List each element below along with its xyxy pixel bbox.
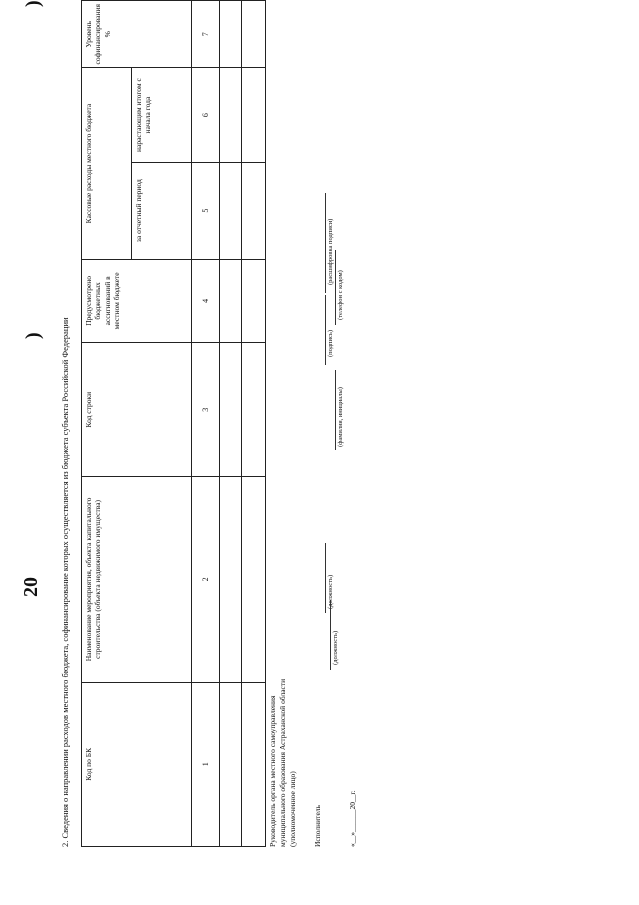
phone-caption: (телефон с кодом) — [337, 270, 344, 320]
phone-line — [335, 250, 336, 325]
header-row-code: Код строки — [82, 343, 192, 477]
table-cell — [242, 682, 266, 846]
position-caption: (должность) — [327, 574, 334, 609]
table-cell — [242, 343, 266, 477]
left-parenthesis-icon: ) — [22, 332, 44, 339]
column-number: 1 — [192, 682, 220, 846]
executor-name-caption: (фамилия, инициалы) — [337, 387, 344, 447]
signature-line — [325, 295, 326, 365]
header-planned: Предусмотрено бюджетных ассигнований в местном бюджете — [82, 259, 192, 343]
column-number: 6 — [192, 68, 220, 162]
header-code-bk: Код по БК — [82, 682, 192, 846]
header-cash-group: Кассовые расходы местного бюджета — [82, 68, 132, 259]
cofinancing-table — [81, 0, 266, 847]
table-header-row — [82, 1, 132, 847]
executor-position-caption: (должность) — [332, 630, 339, 665]
right-parenthesis-icon: ) — [22, 0, 44, 7]
executor-label: Исполнитель — [313, 805, 322, 847]
signature-caption: (подпись) — [327, 330, 334, 357]
position-line — [325, 543, 326, 613]
header-cash-cumulative: нарастающим итогом с начала года — [132, 68, 192, 162]
table-cell — [242, 477, 266, 682]
table-cell — [220, 682, 242, 846]
table-row — [220, 1, 242, 847]
column-number: 5 — [192, 162, 220, 259]
executor-name-line — [335, 370, 336, 450]
header-name: Наименование мероприятия, объекта капитального строительства (объекта недвижимого имущества) — [82, 477, 192, 682]
executor-position-line — [330, 600, 331, 670]
column-number: 4 — [192, 259, 220, 343]
column-number: 2 — [192, 477, 220, 682]
table-cell — [220, 259, 242, 343]
header-cash-period: за отчетный период — [132, 162, 192, 259]
transcript-caption: (расшифровка подписи) — [327, 218, 334, 285]
date-line: «__»______20__г. — [348, 790, 357, 847]
head-label: Руководитель органа местного самоуправления муниципального образования Астраханской области (уполномоченное лицо) — [268, 678, 297, 847]
table-cell — [220, 1, 242, 68]
section-title: 2. Сведения о направлении расходов местного бюджета, софинансирование которых осуществляется из бюджета субъекта Российской Федерации — [60, 317, 70, 847]
header-level: Уровень софинансирования % — [82, 1, 192, 68]
transcript-line — [325, 193, 326, 293]
column-number: 3 — [192, 343, 220, 477]
column-number: 7 — [192, 1, 220, 68]
column-number-row — [192, 1, 220, 847]
table-row — [242, 1, 266, 847]
page-number: 20 — [20, 577, 42, 597]
table-cell — [242, 68, 266, 162]
table-cell — [220, 162, 242, 259]
table-cell — [242, 162, 266, 259]
table-cell — [220, 68, 242, 162]
table-cell — [220, 343, 242, 477]
table-cell — [220, 477, 242, 682]
table-cell — [242, 1, 266, 68]
table-cell — [242, 259, 266, 343]
